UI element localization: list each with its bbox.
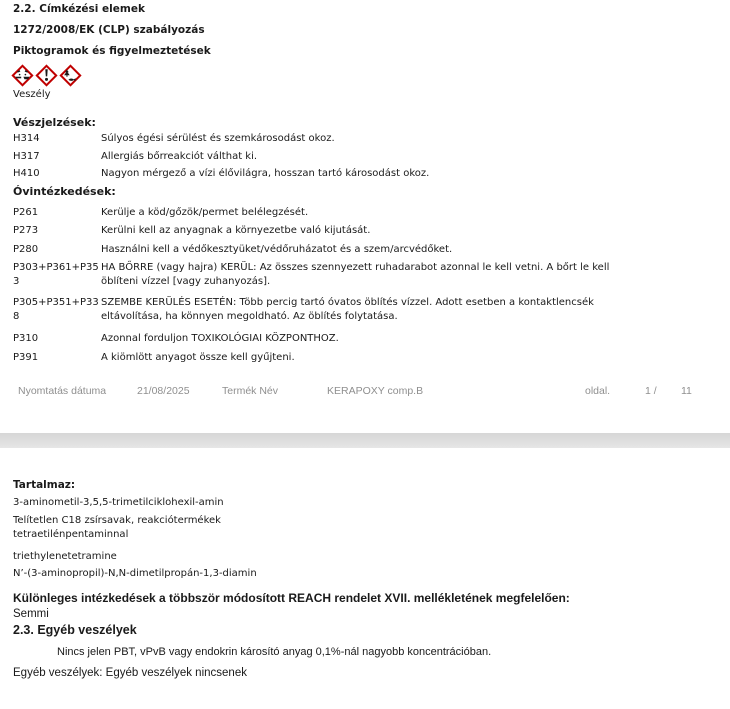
reach-annex-heading: Különleges intézkedések a többször módosított REACH rendelet XVII. mellékletének megfelelően: — [13, 590, 570, 605]
hazard-text: Allergiás bőrreakciót válthat ki. — [101, 150, 258, 162]
precaution-code: P280 — [13, 243, 39, 255]
page-label: oldal. — [585, 385, 611, 397]
ghs09-environment-icon — [59, 64, 82, 87]
product-name-label: Termék Név — [222, 385, 279, 397]
page-current: 1 / — [645, 385, 657, 397]
precaution-code: P391 — [13, 351, 39, 363]
precautionary-statement-row — [13, 351, 717, 365]
substance-item: 3-aminometil-3,5,5-trimetilciklohexil-amin — [13, 497, 224, 508]
hazard-code: H314 — [13, 133, 40, 144]
section-2-2-title: 2.2. Címkézési elemek — [13, 3, 145, 15]
precaution-text: Kerülni kell az anyagnak a környezetbe való kijutását. — [101, 225, 371, 236]
page-2 — [0, 448, 730, 680]
ghs-pictograms — [11, 64, 717, 87]
precaution-code: P273 — [13, 225, 39, 236]
precautionary-statement-row — [13, 243, 717, 257]
hazard-statement-row — [13, 167, 717, 181]
precautionary-statement-row — [13, 296, 717, 324]
precaution-code: P305+P351+P338 — [13, 297, 99, 322]
substance-item: triethylenetetramine — [13, 551, 117, 562]
precaution-text: Kerülje a köd/gőzök/permet belélegzését. — [101, 206, 309, 218]
other-hazards-statement: Egyéb veszélyek: Egyéb veszélyek nincsenek — [13, 666, 247, 679]
precaution-text: Azonnal forduljon TOXIKOLÓGIAI KÖZPONTHOZ. — [101, 333, 339, 344]
precautionary-statement-row — [13, 224, 717, 238]
pictograms-heading: Piktogramok és figyelmeztetések — [13, 45, 211, 57]
precaution-text: HA BŐRRE (vagy hajra) KERÜL: Az összes szennyezett ruhadarabot azonnal le kell vetni. A bőrt le kell öblíteni vízzel [vagy zuhanyozás]. — [101, 262, 610, 287]
hazard-code: H410 — [13, 168, 40, 179]
reach-annex-value: Semmi — [13, 607, 49, 620]
print-date-label: Nyomtatás dátuma — [18, 385, 107, 397]
hazard-statements-heading: Vészjelzések: — [13, 116, 96, 129]
clp-regulation-title: 1272/2008/EK (CLP) szabályozás — [13, 24, 205, 36]
section-2-3-title: 2.3. Egyéb veszélyek — [13, 622, 137, 637]
precautionary-statements-heading: Óvintézkedések: — [13, 184, 116, 198]
precautionary-statement-row — [13, 206, 717, 220]
page-separator — [0, 433, 730, 448]
page-footer — [0, 385, 730, 399]
precaution-code: P310 — [13, 333, 39, 344]
ghs07-exclamation-icon — [35, 64, 58, 87]
precaution-text: SZEMBE KERÜLÉS ESETÉN: Több percig tartó óvatos öblítés vízzel. Adott esetben a kontaktlencsék eltávolítása, ha könnyen megoldható. Az öblítés folytatása. — [101, 297, 594, 322]
signal-word: Veszély — [13, 89, 51, 100]
substance-item: N’-(3-aminopropil)-N,N-dimetilpropán-1,3-diamin — [13, 568, 257, 579]
print-date-value: 21/08/2025 — [137, 385, 190, 397]
precaution-code: P261 — [13, 206, 39, 218]
precaution-text: A kiömlött anyagot össze kell gyűjteni. — [101, 351, 295, 363]
contains-heading: Tartalmaz: — [13, 479, 76, 491]
pbt-statement: Nincs jelen PBT, vPvB vagy endokrin károsító anyag 0,1%-nál nagyobb koncentrációban. — [57, 645, 492, 658]
hazard-statement-row — [13, 132, 717, 146]
product-name-value: KERAPOXY comp.B — [327, 385, 424, 397]
precautionary-statement-row — [13, 261, 717, 289]
hazard-text: Súlyos égési sérülést és szemkárosodást okoz. — [101, 133, 335, 144]
page-total: 11 — [681, 385, 692, 397]
precaution-text: Használni kell a védőkesztyüket/védőruházatot és a szem/arcvédőket. — [101, 243, 453, 255]
precautionary-statement-row — [13, 332, 717, 346]
ghs05-corrosion-icon — [11, 64, 34, 87]
precaution-code: P303+P361+P353 — [13, 262, 99, 287]
hazard-statement-row — [13, 150, 717, 164]
hazard-text: Nagyon mérgező a vízi élővilágra, hosszan tartó károsodást okoz. — [101, 168, 430, 179]
substance-item: Telítetlen C18 zsírsavak, reakciótermékek tetraetilénpentaminnal — [13, 515, 221, 540]
hazard-code: H317 — [13, 150, 40, 162]
